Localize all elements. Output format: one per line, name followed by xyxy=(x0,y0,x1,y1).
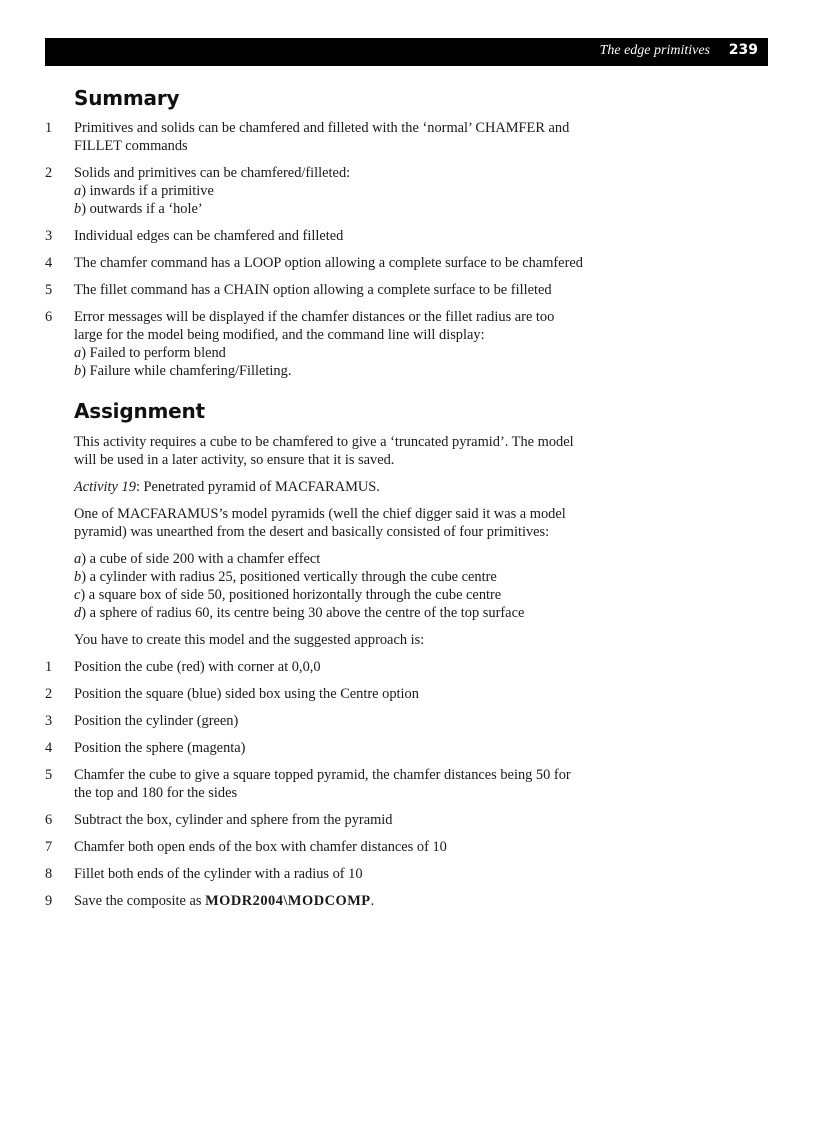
step-number: 4 xyxy=(45,740,53,756)
sub-label: b xyxy=(74,201,82,217)
header-title: The edge primitives xyxy=(599,43,710,58)
item-number: 4 xyxy=(45,255,53,271)
primitive-item xyxy=(74,568,674,586)
step-text: Position the sphere (magenta) xyxy=(74,740,246,756)
paragraph-line: will be used in a later activity, so ensure that it is saved. xyxy=(74,452,395,468)
step-text: Fillet both ends of the cylinder with a radius of 10 xyxy=(74,866,363,882)
step-number: 9 xyxy=(45,893,53,909)
sub-text: ) a cube of side 200 with a chamfer effect xyxy=(81,551,321,567)
sub-label: a xyxy=(74,551,82,567)
sub-text: ) inwards if a primitive xyxy=(81,183,214,199)
paragraph-line: You have to create this model and the suggested approach is: xyxy=(74,632,425,648)
file-path: MODR2004\MODCOMP xyxy=(205,893,371,909)
item-text: Individual edges can be chamfered and filleted xyxy=(74,228,344,244)
item-text: Error messages will be displayed if the chamfer distances or the fillet radius are too xyxy=(74,309,555,325)
page-number: 239 xyxy=(728,42,758,58)
step-text: Save the composite as xyxy=(74,893,206,909)
sub-item xyxy=(74,200,674,218)
primitives-list xyxy=(74,550,674,622)
sub-label: d xyxy=(74,605,82,621)
step-number: 8 xyxy=(45,866,53,882)
item-text: Primitives and solids can be chamfered and filleted with the ‘normal’ CHAMFER and xyxy=(74,120,570,136)
sub-label: c xyxy=(74,587,81,603)
sub-text: ) a cylinder with radius 25, positioned vertically through the cube centre xyxy=(81,569,497,585)
item-text: Solids and primitives can be chamfered/filleted: xyxy=(74,165,351,181)
approach-intro xyxy=(74,631,674,649)
paragraph-line: This activity requires a cube to be chamfered to give a ‘truncated pyramid’. The model xyxy=(74,434,574,450)
activity-line xyxy=(74,478,674,496)
step-text: Chamfer the cube to give a square topped pyramid, the chamfer distances being 50 for xyxy=(74,767,571,783)
item-text: The fillet command has a CHAIN option allowing a complete surface to be filleted xyxy=(74,282,552,298)
step-text: Subtract the box, cylinder and sphere from the pyramid xyxy=(74,812,393,828)
step-number: 3 xyxy=(45,713,53,729)
sub-text: ) Failed to perform blend xyxy=(81,345,226,361)
step-text: Position the cylinder (green) xyxy=(74,713,239,729)
step-number: 6 xyxy=(45,812,53,828)
running-header xyxy=(45,38,768,66)
sub-label: b xyxy=(74,363,82,379)
sub-text: ) a sphere of radius 60, its centre being 30 above the centre of the top surface xyxy=(81,605,525,621)
item-text: large for the model being modified, and the command line will display: xyxy=(74,327,485,343)
item-number: 6 xyxy=(45,309,53,325)
activity-text: : Penetrated pyramid of MACFARAMUS. xyxy=(135,479,380,495)
item-text: FILLET commands xyxy=(74,138,188,154)
sub-text: ) outwards if a ‘hole’ xyxy=(81,201,203,217)
sub-item xyxy=(74,182,674,200)
step-number: 7 xyxy=(45,839,53,855)
item-number: 3 xyxy=(45,228,53,244)
primitive-item xyxy=(74,586,674,604)
sub-text: ) a square box of side 50, positioned horizontally through the cube centre xyxy=(80,587,502,603)
paragraph-line: One of MACFARAMUS’s model pyramids (well the chief digger said it was a model xyxy=(74,506,566,522)
sub-text: ) Failure while chamfering/Filleting. xyxy=(81,363,292,379)
primitive-item xyxy=(74,604,674,622)
step-number: 5 xyxy=(45,767,53,783)
item-number: 2 xyxy=(45,165,53,181)
assignment-intro xyxy=(74,433,674,469)
summary-heading: Summary xyxy=(74,86,180,110)
primitive-item xyxy=(74,550,674,568)
step-text: Chamfer both open ends of the box with chamfer distances of 10 xyxy=(74,839,447,855)
step-number: 1 xyxy=(45,659,53,675)
sub-label: b xyxy=(74,569,82,585)
activity-label: Activity 19 xyxy=(74,479,136,495)
step-text: Position the cube (red) with corner at 0,0,0 xyxy=(74,659,321,675)
sub-label: a xyxy=(74,183,82,199)
item-number: 1 xyxy=(45,120,53,136)
sub-label: a xyxy=(74,345,82,361)
item-text: The chamfer command has a LOOP option allowing a complete surface to be chamfered xyxy=(74,255,583,271)
step-text-tail: . xyxy=(370,893,375,909)
story-paragraph xyxy=(74,505,674,541)
step-text: the top and 180 for the sides xyxy=(74,785,238,801)
sub-item xyxy=(74,362,674,380)
step-text: Position the square (blue) sided box using the Centre option xyxy=(74,686,419,702)
assignment-heading: Assignment xyxy=(74,399,205,423)
step-number: 2 xyxy=(45,686,53,702)
sub-item xyxy=(74,344,674,362)
item-number: 5 xyxy=(45,282,53,298)
paragraph-line: pyramid) was unearthed from the desert and basically consisted of four primitives: xyxy=(74,524,550,540)
